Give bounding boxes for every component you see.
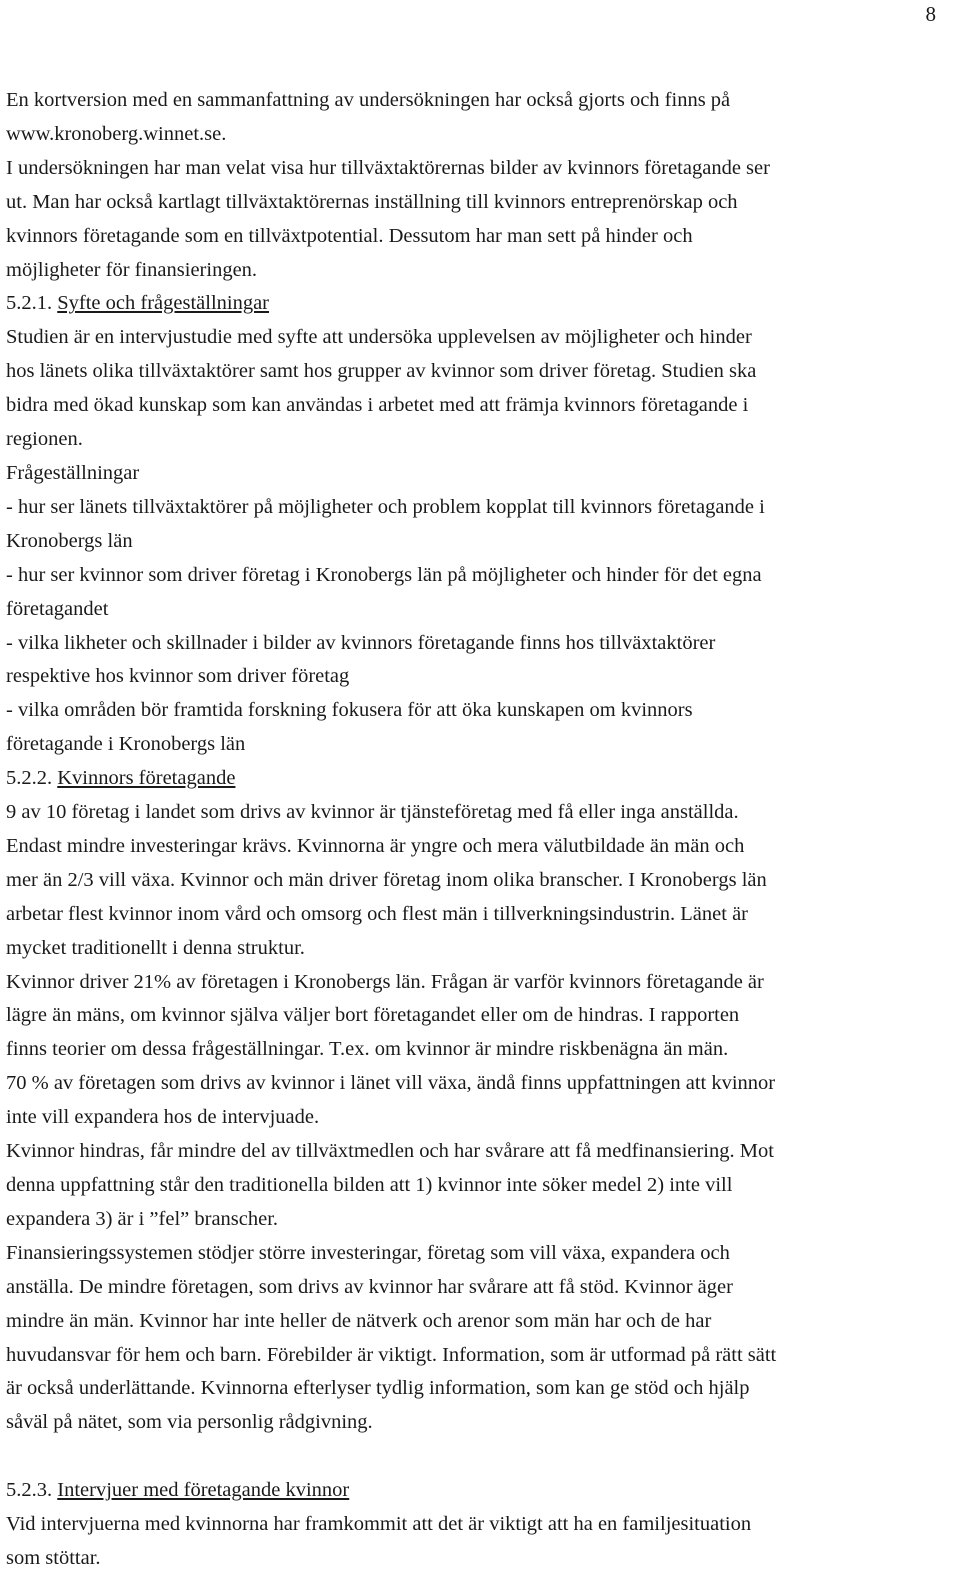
text-line: Studien är en intervjustudie med syfte att undersöka upplevelsen av möjligheter och hinder xyxy=(6,326,752,349)
document-body xyxy=(6,84,951,1576)
text-line: lägre än mäns, om kvinnor själva väljer bort företagandet eller om de hindras. I rapporten xyxy=(6,1004,740,1027)
text-line: bidra med ökad kunskap som kan användas i arbetet med att främja kvinnors företagande i xyxy=(6,394,749,417)
text-line: mindre än män. Kvinnor har inte heller de nätverk och arenor som män har och de har xyxy=(6,1309,712,1332)
text-line: Kvinnor driver 21% av företagen i Kronobergs län. Frågan är varför kvinnors företagande är xyxy=(6,970,764,993)
text-line: kvinnors företagande som en tillväxtpotential. Dessutom har man sett på hinder och xyxy=(6,224,693,247)
text-line: Kvinnor hindras, får mindre del av tillväxtmedlen och har svårare att få medfinansiering. Mot xyxy=(6,1140,774,1163)
text-line: såväl på nätet, som via personlig rådgivning. xyxy=(6,1411,373,1434)
text-line: regionen. xyxy=(6,428,83,451)
text-line: huvudansvar för hem och barn. Förebilder är viktigt. Information, som är utformad på rätt sätt xyxy=(6,1343,777,1366)
text-line: 70 % av företagen som drivs av kvinnor i länet vill växa, ändå finns uppfattningen att kvinnor xyxy=(6,1072,776,1095)
section-title: Kvinnors företagande xyxy=(57,767,236,790)
text-line: finns teorier om dessa frågeställningar. T.ex. om kvinnor är mindre riskbenägna än män. xyxy=(6,1038,729,1061)
text-line: mer än 2/3 vill växa. Kvinnor och män driver företag inom olika branscher. I Kronobergs län xyxy=(6,868,767,891)
text-line: inte vill expandera hos de intervjuade. xyxy=(6,1106,320,1129)
list-item-continuation: företagandet xyxy=(6,597,109,620)
list-item: - hur ser kvinnor som driver företag i Kronobergs län på möjligheter och hinder för det egna xyxy=(6,563,762,586)
text-line: möjligheter för finansieringen. xyxy=(6,258,258,281)
text-line: mycket traditionellt i denna struktur. xyxy=(6,936,305,959)
section-title: Syfte och frågeställningar xyxy=(57,292,270,315)
text-line: Endast mindre investeringar krävs. Kvinnorna är yngre och mera välutbildade än män och xyxy=(6,834,745,857)
section-number: 5.2.2. xyxy=(6,767,58,790)
text-line: anställa. De mindre företagen, som drivs av kvinnor har svårare att få stöd. Kvinnor äger xyxy=(6,1275,733,1298)
text-line: är också underlättande. Kvinnorna efterlyser tydlig information, som kan ge stöd och hjälp xyxy=(6,1377,750,1400)
list-item: - vilka likheter och skillnader i bilder av kvinnors företagande finns hos tillväxtaktörer xyxy=(6,631,716,654)
page-number: 8 xyxy=(925,2,936,26)
text-line: denna uppfattning står den traditionella bilden att 1) kvinnor inte söker medel 2) inte vill xyxy=(6,1174,733,1196)
text-line: hos länets olika tillväxtaktörer samt hos grupper av kvinnor som driver företag. Studien ska xyxy=(6,360,757,383)
section-title: Intervjuer med företagande kvinnor xyxy=(57,1479,350,1502)
section-heading-5-2-1 xyxy=(6,287,951,321)
text-line: arbetar flest kvinnor inom vård och omsorg och flest män i tillverkningsindustrin. Länet är xyxy=(6,902,749,925)
section-number: 5.2.3. xyxy=(6,1479,58,1502)
list-item-continuation: företagande i Kronobergs län xyxy=(6,733,246,756)
website-link: www.kronoberg.winnet.se. xyxy=(6,122,227,145)
list-item: - vilka områden bör framtida forskning fokusera för att öka kunskapen om kvinnors xyxy=(6,699,693,722)
text-line: Finansieringssystemen stödjer större investeringar, företag som vill växa, expandera och xyxy=(6,1241,730,1264)
paragraph-spacer xyxy=(6,1440,951,1474)
text-line: En kortversion med en sammanfattning av undersökningen har också gjorts och finns på xyxy=(6,89,731,111)
section-number: 5.2.1. xyxy=(6,292,58,315)
section-heading-5-2-2 xyxy=(6,762,951,796)
text-line: 9 av 10 företag i landet som drivs av kvinnor är tjänsteföretag med få eller inga anställda. xyxy=(6,801,739,824)
subheading-fragestallningar: Frågeställningar xyxy=(6,461,140,484)
text-line: expandera 3) är i ”fel” branscher. xyxy=(6,1207,279,1230)
list-item-continuation: respektive hos kvinnor som driver företag xyxy=(6,665,350,688)
text-line: som stöttar. xyxy=(6,1546,101,1569)
section-heading-5-2-3 xyxy=(6,1474,951,1508)
text-line: ut. Man har också kartlagt tillväxtaktörernas inställning till kvinnors entreprenörskap och xyxy=(6,190,738,213)
text-line: Vid intervjuerna med kvinnorna har framkommit att det är viktigt att ha en familjesituation xyxy=(6,1513,752,1536)
list-item: - hur ser länets tillväxtaktörer på möjligheter och problem kopplat till kvinnors företagande i xyxy=(6,495,765,518)
list-item-continuation: Kronobergs län xyxy=(6,529,133,552)
text-line: I undersökningen har man velat visa hur tillväxtaktörernas bilder av kvinnors företagande ser xyxy=(6,156,770,179)
